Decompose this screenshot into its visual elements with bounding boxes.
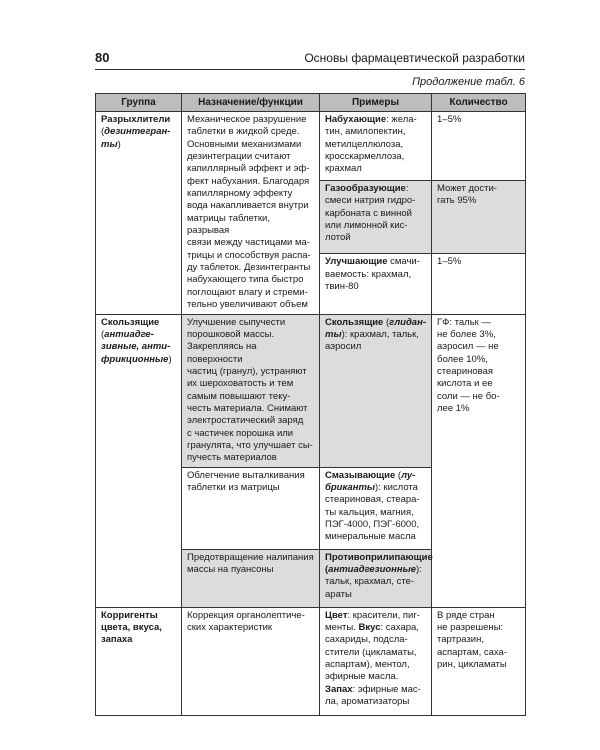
example-label: Запах — [325, 683, 353, 695]
example-text: ): кислота стеариновая, стеара- ты кальция, магния, ПЭГ-4000, ПЭГ-6000, минеральные масла — [325, 481, 420, 543]
table-continuation-note: Продолжение табл. 6 — [412, 76, 525, 88]
group-name: Разрыхлители — [101, 114, 171, 125]
function-cell: Механическое разрушение таблетки в жидкой среде. Основными механизмами дезинтеграции считают капиллярный эффект и эф- фект набухания. Благодаря капиллярному эффекту вода накапливается внутри матрицы таблетки, разрывая связи между частицами ма- трицы и способствуя распа- ду таблеток. Дезинтегранты набухающего типа быстро поглощают влагу и стреми- тельно увеличивают объем — [182, 112, 320, 315]
col-header-function: Назначение/функции — [182, 94, 320, 112]
function-cell: Коррекция органолептиче- ских характеристик — [182, 607, 320, 715]
function-cell: Облегчение выталкивания таблетки из матрицы — [182, 467, 320, 549]
example-cell — [320, 112, 432, 181]
example-label: Улучшающие — [325, 256, 388, 268]
example-alt-label: лу- бриканты — [325, 469, 416, 493]
table-header-row — [96, 94, 526, 112]
example-text: : смеси натрия гидро- карбоната с винной или лимонной кис- лотой — [325, 183, 416, 244]
example-alt-label: антиадгезионные — [328, 563, 417, 575]
example-cell — [320, 254, 432, 314]
example-cell: Противоприлипающие (антиадгезионные): тальк, крахмал, сте- араты — [320, 549, 432, 607]
example-cell — [320, 181, 432, 254]
example-text: : жела- тин, амилопектин, метилцеллюлоза, кросскармеллоза, крахмал — [325, 114, 417, 175]
group-name: Скользящие — [101, 316, 160, 328]
group-cell-correctors: Корригенты цвета, вкуса, запаха — [96, 607, 182, 715]
example-label: Газообразующие — [325, 183, 406, 195]
quantity-cell: 1–5% — [432, 254, 526, 314]
function-cell: Улучшение сыпучести порошковой массы. Закрепляясь на поверхности частиц (гранул), устраняют их шероховатость и тем самым повышают теку- честь материала. Снимают электростатический заряд с частичек порошка или гранулята, что улучшает сы- пучесть материалов — [182, 314, 320, 467]
example-label: Цвет — [325, 609, 348, 621]
example-cell: Скользящие (глидан- ты): крахмал, тальк, аэросил — [320, 314, 432, 467]
table-row — [96, 112, 526, 181]
example-text: : красители, пиг- менты. — [325, 609, 420, 633]
example-label: Противоприлипающие — [325, 551, 433, 563]
col-header-quantity: Количество — [432, 94, 526, 112]
example-cell — [320, 607, 432, 715]
table-row — [96, 314, 526, 467]
running-title: Основы фармацевтической разработки — [304, 51, 525, 65]
example-text: ): крахмал, тальк, аэросил — [325, 328, 419, 353]
example-text: смачи- ваемость: крахмал, твин-80 — [325, 256, 420, 293]
page-number: 80 — [95, 50, 110, 65]
example-text: ): тальк, крахмал, сте- араты — [325, 563, 422, 600]
group-cell-disintegrants: Разрыхлители (дезинтегран- ты) — [96, 112, 182, 315]
group-cell-glidants: Скользящие (антиадге- зивные, анти- фрикционные) — [96, 314, 182, 607]
quantity-cell: ГФ: тальк — не более 3%, аэросил — не более 10%, стеариновая кислота и ее соли — не бо- лее 1% — [432, 314, 526, 607]
page-header — [95, 50, 525, 68]
example-text: : эфирные мас- ла, ароматизаторы — [325, 683, 421, 708]
example-label: Набухающие — [325, 114, 387, 125]
function-cell: Предотвращение налипания массы на пуансоны — [182, 549, 320, 607]
group-alt-name: дезинтегран- ты — [101, 126, 171, 150]
col-header-examples: Примеры — [320, 94, 432, 112]
excipients-table — [95, 93, 526, 716]
col-header-group: Группа — [96, 94, 182, 112]
example-label: Вкус — [358, 621, 381, 633]
quantity-cell: В ряде стран не разрешены: тартразин, аспартам, саха- рин, цикламаты — [432, 607, 526, 715]
quantity-cell: Может дости- гать 95% — [432, 181, 526, 254]
example-cell: Смазывающие (лу- бриканты): кислота стеариновая, стеара- ты кальция, магния, ПЭГ-4000, ПЭГ-6000, минеральные масла — [320, 467, 432, 549]
example-label: Скользящие — [325, 316, 384, 328]
quantity-cell: 1–5% — [432, 112, 526, 181]
example-label: Смазывающие — [325, 469, 396, 481]
example-alt-label: глидан- ты — [325, 316, 426, 340]
table-row — [96, 607, 526, 715]
group-alt-name: антиадге- зивные, анти- фрикционные — [101, 328, 171, 365]
header-rule — [95, 69, 525, 70]
example-text: : сахара, сахариды, подсла- стители (цикламаты, аспартам), ментол, эфирные масла. — [325, 621, 419, 683]
